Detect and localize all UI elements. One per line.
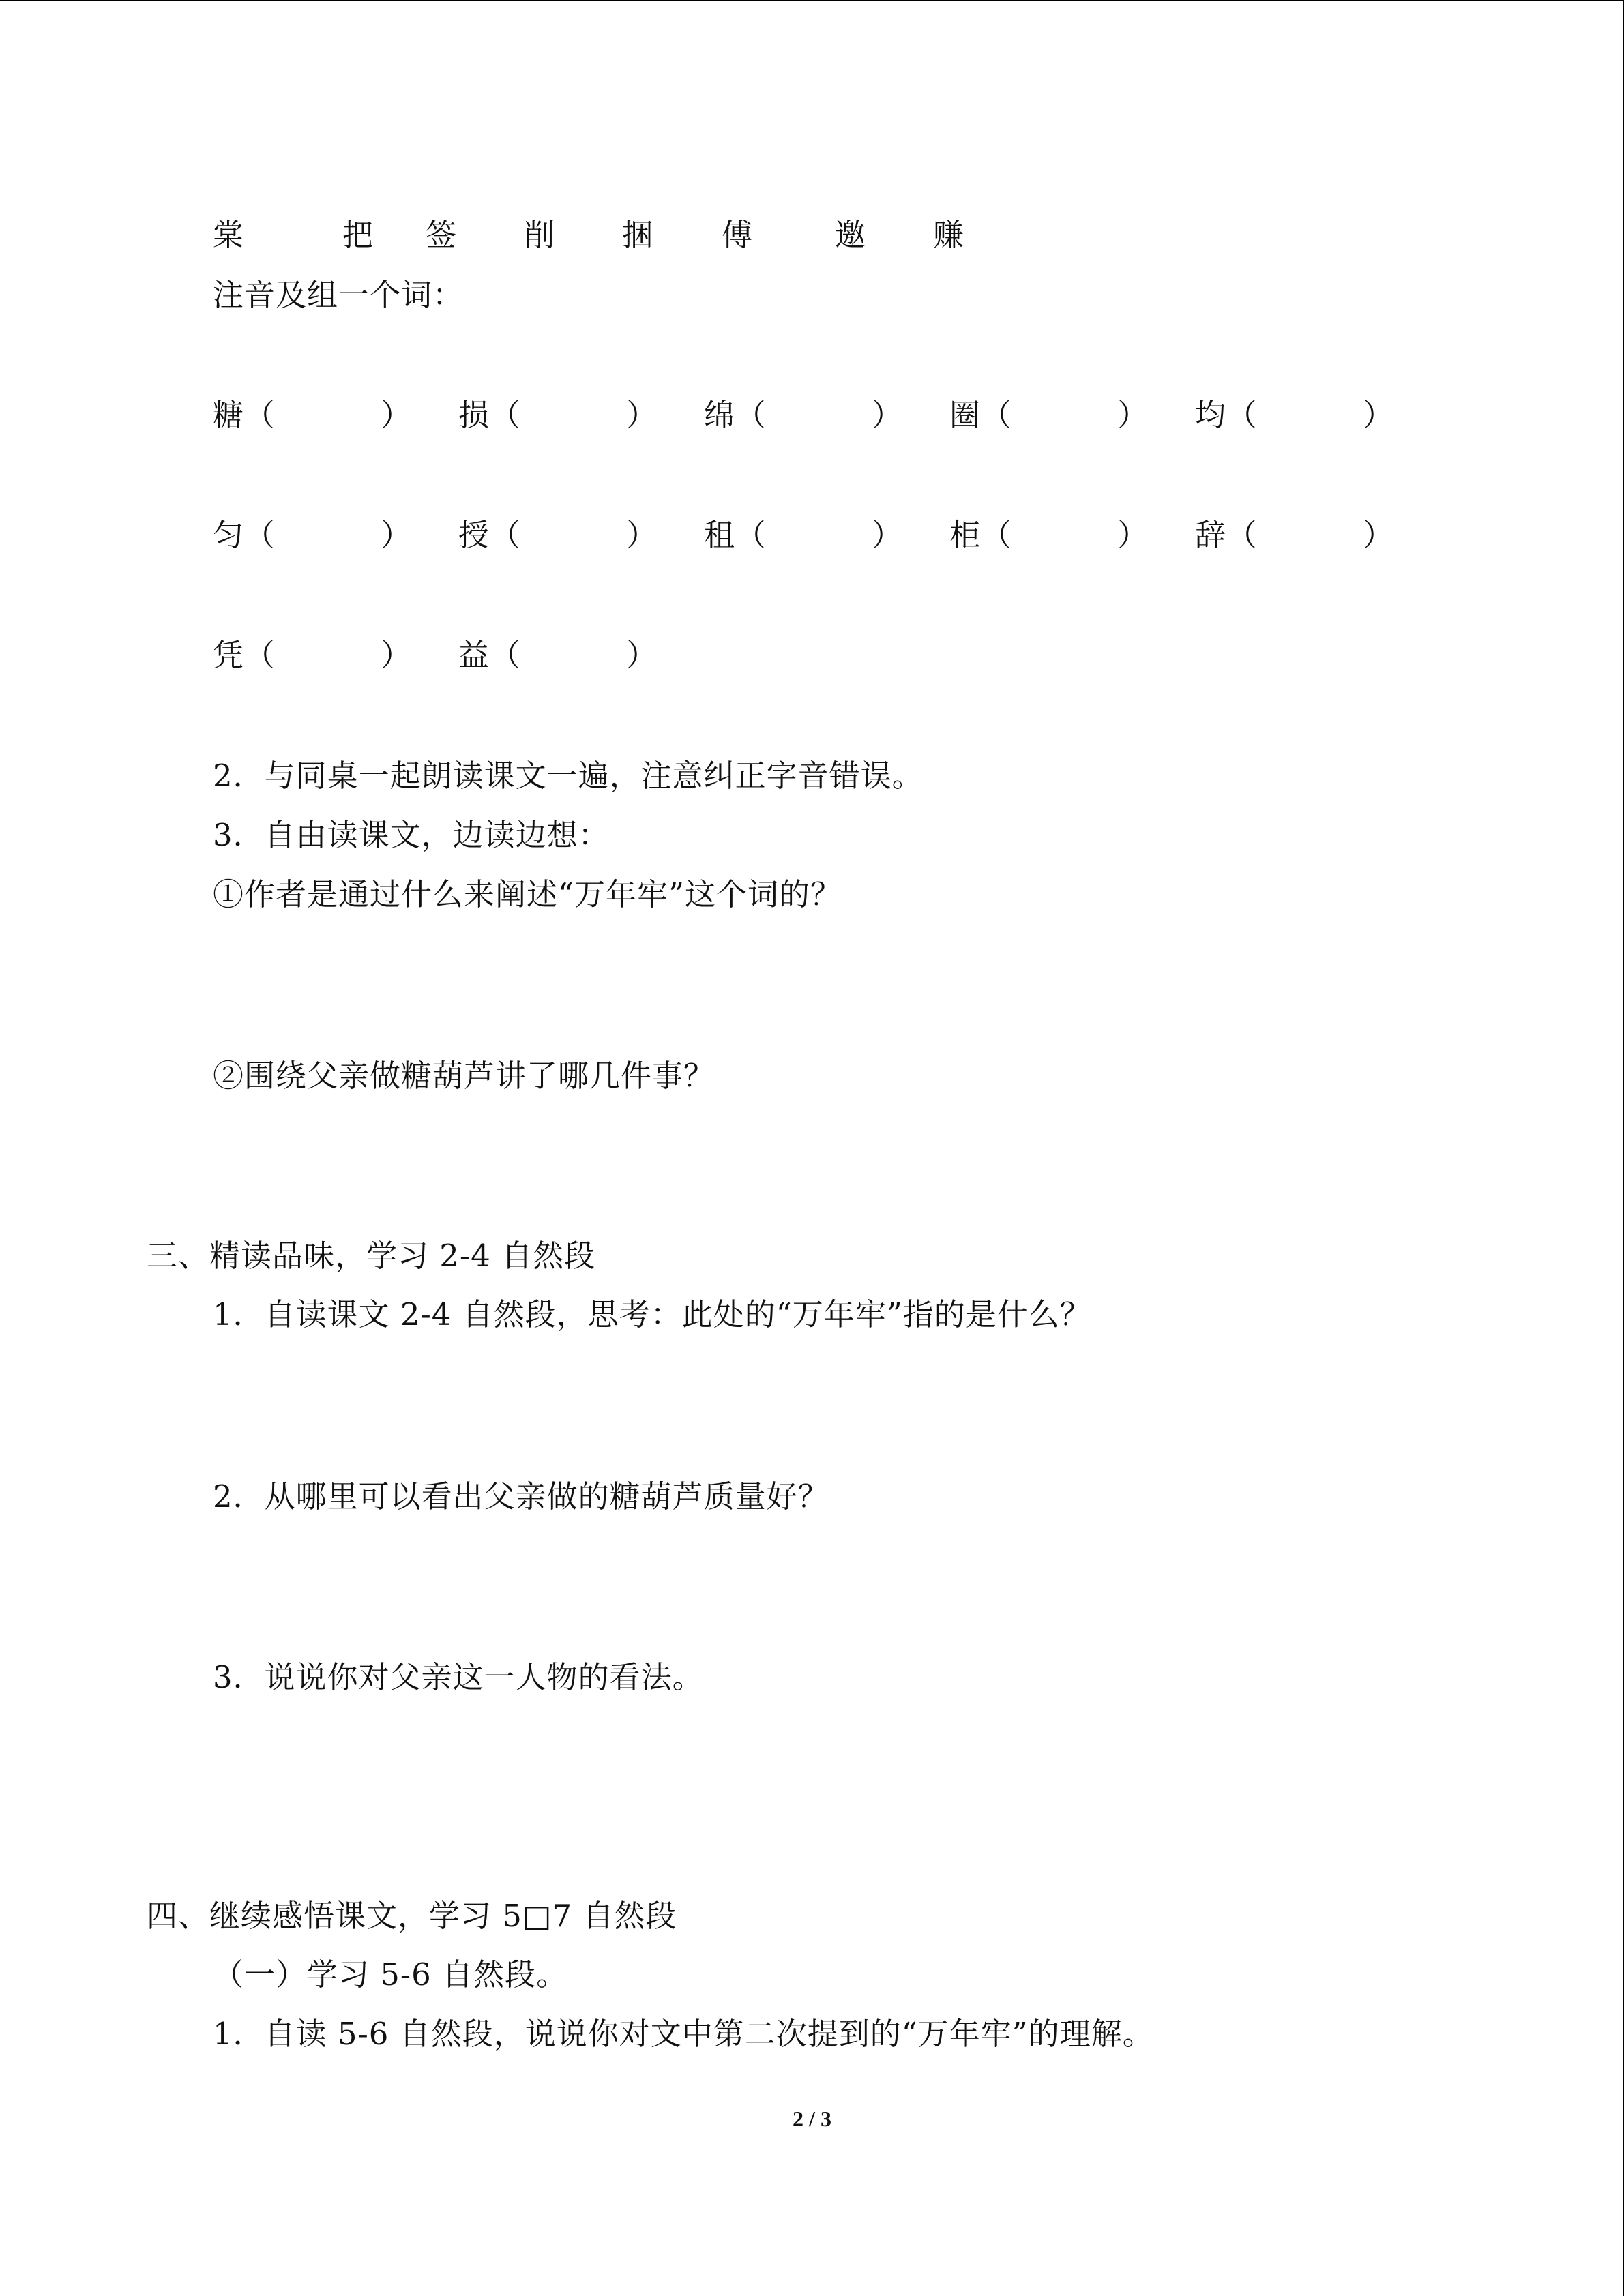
section-3-heading: 三、精读品味，学习 2-4 自然段: [147, 1238, 596, 1274]
pinyin-row-1: [0, 395, 1624, 436]
character-row: [0, 215, 1624, 256]
field-character: 凭: [213, 637, 245, 673]
field-character: 柜: [949, 517, 981, 553]
section-4-heading: 四、继续感悟课文，学习 5□7 自然段: [147, 1898, 677, 1934]
field-character: 糖: [213, 397, 245, 433]
field-character: 损: [458, 397, 490, 433]
character: 捆: [622, 217, 654, 253]
question-2: ②围绕父亲做糖葫芦讲了哪几件事？: [213, 1058, 715, 1094]
pinyin-field[interactable]: 柜（ ）: [949, 517, 1149, 553]
character: 邀: [835, 217, 867, 253]
field-character: 授: [458, 517, 490, 553]
item-3: 3．自由读课文，边读边想：: [213, 817, 610, 853]
field-character: 匀: [213, 517, 245, 553]
pinyin-field[interactable]: 租（ ）: [704, 517, 904, 553]
section-3-item: 1．自读课文 2-4 自然段，思考：此处的“万年牢”指的是什么？: [213, 1296, 1091, 1332]
character: 削: [524, 217, 556, 253]
pinyin-field[interactable]: 匀（ ）: [213, 517, 413, 553]
character: 傅: [722, 217, 754, 253]
pinyin-field[interactable]: 辞（ ）: [1195, 517, 1395, 553]
pinyin-field[interactable]: 损（ ）: [458, 397, 658, 433]
field-character: 圈: [949, 397, 981, 433]
pinyin-field[interactable]: 授（ ）: [458, 517, 658, 553]
field-character: 租: [704, 517, 736, 553]
section-3-item: 2．从哪里可以看出父亲做的糖葫芦质量好？: [213, 1478, 829, 1515]
field-character: 均: [1195, 397, 1227, 433]
field-character: 益: [458, 637, 490, 673]
character: 签: [426, 217, 458, 253]
character: 棠: [213, 217, 245, 253]
pinyin-field[interactable]: 均（ ）: [1195, 397, 1395, 433]
pinyin-instruction: 注音及组一个词：: [213, 277, 464, 313]
item-2: 2．与同桌一起朗读课文一遍，注意纠正字音错误。: [213, 758, 924, 794]
pinyin-field[interactable]: 凭（ ）: [213, 637, 413, 673]
section-4-item: 1．自读 5-6 自然段，说说你对文中第二次提到的“万年牢”的理解。: [213, 2016, 1154, 2052]
character: 赚: [933, 217, 965, 253]
pinyin-field[interactable]: 糖（ ）: [213, 397, 413, 433]
pinyin-field[interactable]: 益（ ）: [458, 637, 658, 673]
field-character: 辞: [1195, 517, 1227, 553]
field-character: 绵: [704, 397, 736, 433]
pinyin-field[interactable]: 绵（ ）: [704, 397, 904, 433]
pinyin-row-2: [0, 515, 1624, 556]
section-3-item: 3．说说你对父亲这一人物的看法。: [213, 1659, 704, 1695]
section-4-subheading: （一）学习 5-6 自然段。: [213, 1956, 568, 1993]
character: 把: [342, 217, 374, 253]
pinyin-row-3: [0, 635, 1624, 676]
question-1: ①作者是通过什么来阐述“万年牢”这个词的？: [213, 876, 842, 912]
pinyin-field[interactable]: 圈（ ）: [949, 397, 1149, 433]
page-number: 2 / 3: [793, 2106, 831, 2131]
